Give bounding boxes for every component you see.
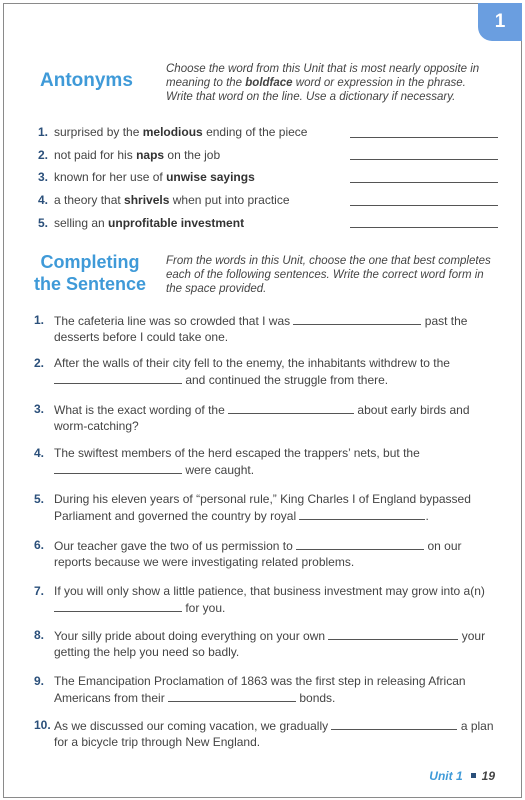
- answer-line[interactable]: [350, 195, 498, 206]
- sentence-item: 10. As we discussed our coming vacation, we gradually a plan for a bicycle trip through New England.: [34, 718, 494, 749]
- antonym-item: 5. selling an unprofitable investment: [38, 211, 508, 234]
- page-footer: Unit 1 19: [429, 769, 495, 783]
- answer-blank[interactable]: [228, 401, 354, 414]
- antonyms-instructions: Choose the word from this Unit that is most nearly opposite in meaning to the boldface word or expression in the phrase. Write that word on the line. Use a dictionary if necessary.: [166, 63, 480, 103]
- answer-blank[interactable]: [296, 537, 424, 550]
- workbook-page: [3, 3, 522, 798]
- sentence-item: 7. If you will only show a little patience, that business investment may grow into a(n) for you.: [34, 584, 485, 615]
- antonym-item: 2. not paid for his naps on the job: [38, 144, 508, 167]
- antonyms-list: [38, 121, 508, 234]
- answer-line[interactable]: [350, 127, 498, 138]
- answer-blank[interactable]: [54, 461, 182, 474]
- answer-blank[interactable]: [168, 689, 296, 702]
- answer-blank[interactable]: [328, 627, 458, 640]
- answer-line[interactable]: [350, 149, 498, 160]
- antonym-item: 3. known for her use of unwise sayings: [38, 166, 508, 189]
- square-bullet-icon: [471, 773, 476, 778]
- unit-tab: 1: [478, 3, 522, 41]
- sentence-item: 1. The cafeteria line was so crowded that I was past the desserts before I could take one.: [34, 313, 468, 344]
- answer-blank[interactable]: [54, 371, 182, 384]
- sentence-item: 3. What is the exact wording of the about early birds and worm-catching?: [34, 402, 470, 433]
- answer-blank[interactable]: [331, 717, 457, 730]
- answer-blank[interactable]: [299, 507, 425, 520]
- sentence-item: 5. During his eleven years of “personal rule,” King Charles I of England bypassed Parliament and governed the country by royal .: [34, 492, 471, 523]
- completing-instructions: From the words in this Unit, choose the one that best completes each of the following sentences. Write the correct word form in the space provided.: [166, 255, 491, 295]
- antonyms-heading: Antonyms: [40, 70, 133, 91]
- antonym-item: 1. surprised by the melodious ending of the piece: [38, 121, 508, 144]
- answer-line[interactable]: [350, 217, 498, 228]
- sentence-item: 2. After the walls of their city fell to the enemy, the inhabitants withdrew to the and continued the struggle from there.: [34, 356, 450, 387]
- sentence-item: 6. Our teacher gave the two of us permission to on our reports because we were investigating related problems.: [34, 538, 462, 569]
- sentence-list: [34, 312, 494, 761]
- completing-heading: Completing the Sentence: [33, 252, 147, 294]
- answer-line[interactable]: [350, 172, 498, 183]
- sentence-item: 8. Your silly pride about doing everything on your own your getting the help you need so badly.: [34, 628, 486, 659]
- answer-blank[interactable]: [293, 312, 421, 325]
- answer-blank[interactable]: [54, 599, 182, 612]
- antonym-item: 4. a theory that shrivels when put into practice: [38, 189, 508, 212]
- sentence-item: 9. The Emancipation Proclamation of 1863 was the first step in releasing African Americans from their bonds.: [34, 674, 466, 705]
- sentence-item: 4. The swiftest members of the herd escaped the trappers’ nets, but the were caught.: [34, 446, 420, 477]
